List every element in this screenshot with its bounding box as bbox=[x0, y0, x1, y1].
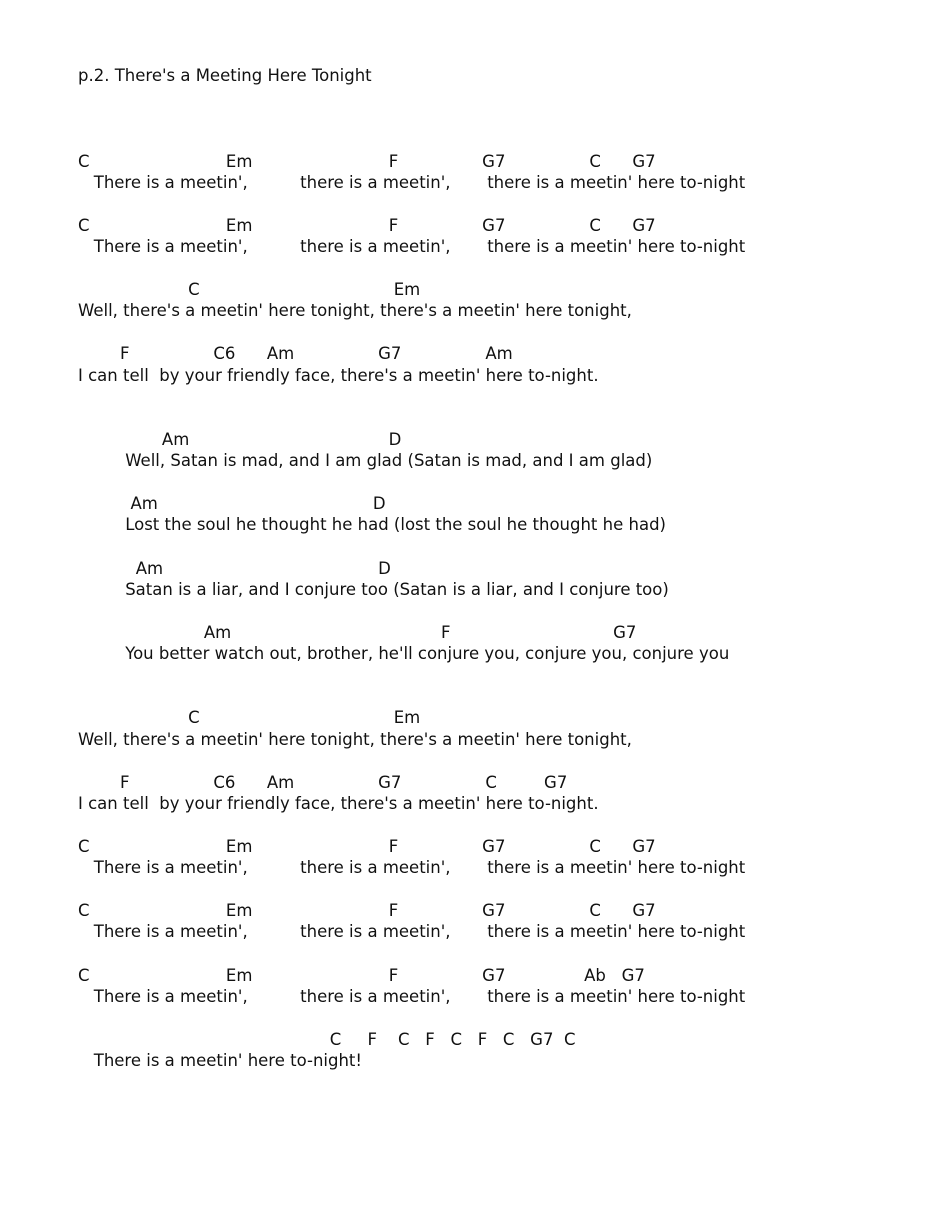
chord-line: C F C F C F C G7 C bbox=[78, 1030, 576, 1049]
lyric-line: There is a meetin', there is a meetin', there is a meetin' here to-night bbox=[78, 987, 746, 1006]
chord-line: F C6 Am G7 Am bbox=[78, 344, 513, 363]
lyric-line: Well, Satan is mad, and I am glad (Satan is mad, and I am glad) bbox=[78, 451, 653, 470]
page-title: p.2. There's a Meeting Here Tonight bbox=[78, 66, 372, 85]
lyric-line: There is a meetin', there is a meetin', there is a meetin' here to-night bbox=[78, 173, 746, 192]
lyric-line: Satan is a liar, and I conjure too (Satan is a liar, and I conjure too) bbox=[78, 580, 669, 599]
chord-line: C Em F G7 Ab G7 bbox=[78, 966, 645, 985]
lyric-line: There is a meetin', there is a meetin', there is a meetin' here to-night bbox=[78, 858, 746, 877]
lyric-line: I can tell by your friendly face, there's a meetin' here to-night. bbox=[78, 366, 599, 385]
lyric-line: There is a meetin', there is a meetin', there is a meetin' here to-night bbox=[78, 922, 746, 941]
chord-line: C Em F G7 C G7 bbox=[78, 837, 656, 856]
lyric-line: There is a meetin', there is a meetin', there is a meetin' here to-night bbox=[78, 237, 746, 256]
lyric-line: Well, there's a meetin' here tonight, there's a meetin' here tonight, bbox=[78, 730, 632, 749]
chord-line: C Em F G7 C G7 bbox=[78, 152, 656, 171]
chord-line: Am D bbox=[78, 494, 386, 513]
lyric-line: Well, there's a meetin' here tonight, there's a meetin' here tonight, bbox=[78, 301, 632, 320]
chord-line: Am D bbox=[78, 430, 402, 449]
chord-line: Am D bbox=[78, 559, 391, 578]
chord-line: Am F G7 bbox=[78, 623, 637, 642]
chord-line: F C6 Am G7 C G7 bbox=[78, 773, 568, 792]
chord-line: C Em F G7 C G7 bbox=[78, 901, 656, 920]
lyric-line: There is a meetin' here to-night! bbox=[78, 1051, 362, 1070]
lyric-line: I can tell by your friendly face, there's a meetin' here to-night. bbox=[78, 794, 599, 813]
chord-line: C Em bbox=[78, 280, 421, 299]
lyric-line: You better watch out, brother, he'll conjure you, conjure you, conjure you bbox=[78, 644, 730, 663]
chord-line: C Em bbox=[78, 708, 421, 727]
lyric-line: Lost the soul he thought he had (lost the soul he thought he had) bbox=[78, 515, 666, 534]
chord-line: C Em F G7 C G7 bbox=[78, 216, 656, 235]
